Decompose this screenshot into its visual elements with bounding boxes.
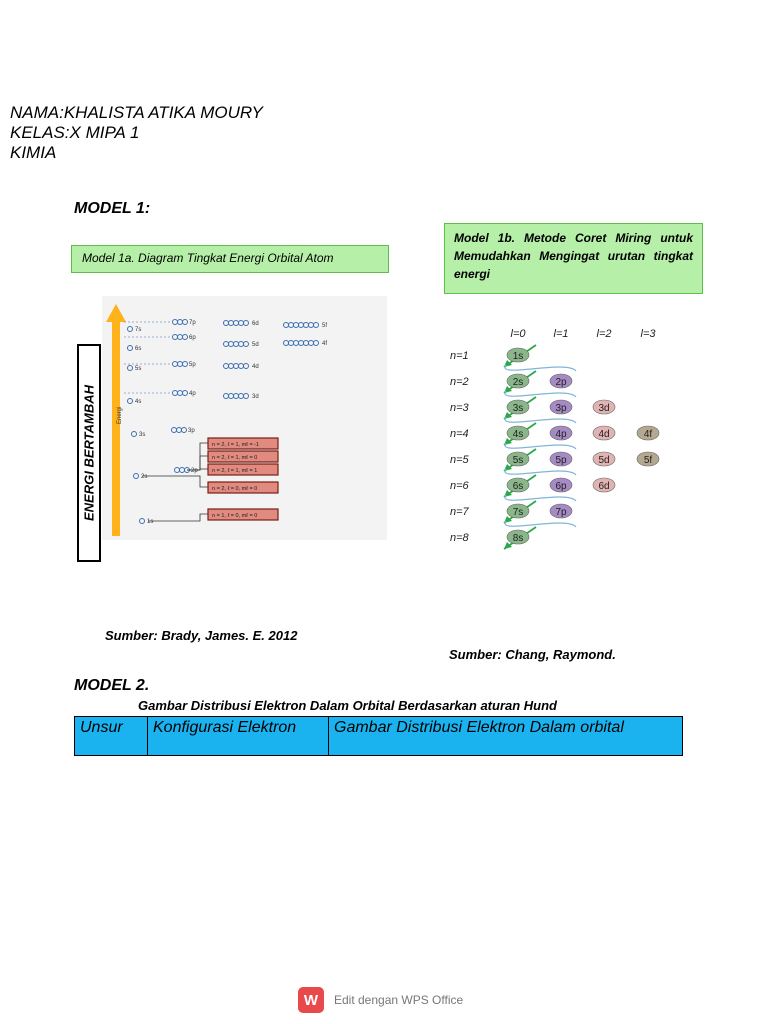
wps-edit-text: Edit dengan WPS Office	[334, 993, 464, 1007]
s-level-label: 3s	[139, 432, 146, 438]
orbital-label: 5f	[643, 455, 653, 466]
diagonal-rule-diagram	[446, 326, 706, 558]
d-level-label: 4d	[252, 364, 259, 370]
orbital-label: 8s	[512, 533, 524, 544]
p-level-label: 3p	[188, 428, 195, 434]
loop-curve	[505, 391, 576, 397]
d-level-label: 6d	[252, 321, 259, 327]
quantum-number-label: n = 1, ℓ = 0, mℓ = 0	[212, 513, 258, 519]
col-unsur: Unsur	[75, 717, 148, 756]
d-level-label: 3d	[252, 394, 259, 400]
energy-label-box	[77, 344, 101, 562]
energy-axis-label: Energi	[117, 406, 123, 424]
p-level-label: 4p	[189, 391, 196, 397]
subject: KIMIA	[10, 143, 57, 162]
energy-level-diagram	[102, 296, 387, 540]
caption-model-1b: Model 1b. Metode Coret Miring untuk Memudahkan Mengingat urutan tingkat energi	[444, 223, 703, 294]
l-header: l=3	[640, 328, 656, 340]
orbital-label: 6p	[555, 481, 567, 492]
orbital-label: 5d	[598, 455, 610, 466]
n-label: n=6	[450, 480, 469, 492]
diagonal-arrow-head	[504, 542, 512, 549]
loop-curve	[505, 417, 576, 423]
p-level-label: 5p	[189, 362, 196, 368]
p-level-label: 7p	[189, 320, 196, 326]
diagram-1a-background	[102, 296, 387, 540]
n-label: n=1	[450, 350, 469, 362]
orbital-label: 7s	[512, 507, 524, 518]
hund-table	[74, 716, 683, 756]
student-class: KELAS:X MIPA 1	[10, 123, 140, 142]
orbital-label: 2p	[555, 377, 567, 388]
n-label: n=5	[450, 454, 469, 466]
quantum-number-label: n = 2, ℓ = 1, mℓ = -1	[212, 442, 260, 448]
orbital-label: 5p	[555, 455, 567, 466]
l-header: l=2	[596, 328, 612, 340]
wps-footer[interactable]	[298, 987, 463, 1013]
orbital-label: 4p	[555, 429, 567, 440]
orbital-label: 7p	[555, 507, 567, 518]
n-label: n=4	[450, 428, 469, 440]
loop-curve	[505, 365, 576, 371]
col-konfigurasi: Konfigurasi Elektron	[148, 717, 329, 756]
quantum-number-label: n = 2, ℓ = 1, mℓ = 1	[212, 468, 258, 474]
p-level-label: 2p	[191, 468, 198, 474]
s-level-label: 7s	[135, 327, 142, 333]
d-level-label: 5d	[252, 342, 259, 348]
model1-title: MODEL 1:	[74, 200, 151, 217]
student-name: NAMA:KHALISTA ATIKA MOURY	[10, 103, 263, 122]
n-label: n=8	[450, 532, 469, 544]
orbital-label: 3d	[598, 403, 610, 414]
orbital-label: 3s	[512, 403, 524, 414]
s-level-label: 4s	[135, 399, 142, 405]
l-header: l=1	[553, 328, 569, 340]
quantum-number-label: n = 2, ℓ = 0, mℓ = 0	[212, 486, 258, 492]
table-header-row	[75, 717, 683, 756]
quantum-number-label: n = 2, ℓ = 1, mℓ = 0	[212, 455, 258, 461]
orbital-label: 4d	[598, 429, 610, 440]
model2-title: MODEL 2.	[74, 677, 150, 694]
s-level-label: 2s	[141, 474, 148, 480]
source-1b: Sumber: Chang, Raymond.	[449, 647, 616, 662]
s-level-label: 1s	[147, 519, 154, 525]
s-level-label: 6s	[135, 346, 142, 352]
loop-curve	[505, 469, 576, 475]
source-1a: Sumber: Brady, James. E. 2012	[105, 628, 298, 643]
orbital-label: 1s	[512, 351, 524, 362]
loop-curve	[505, 521, 576, 527]
orbital-label: 4f	[643, 429, 653, 440]
f-level-label: 4f	[322, 341, 328, 347]
orbital-label: 3p	[555, 403, 567, 414]
caption-model-1a: Model 1a. Diagram Tingkat Energi Orbital Atom	[71, 245, 389, 273]
col-gambar-distribusi: Gambar Distribusi Elektron Dalam orbital	[329, 717, 683, 756]
orbital-label: 2s	[512, 377, 524, 388]
energy-label: ENERGI BERTAMBAH	[81, 384, 97, 522]
n-label: n=7	[450, 506, 469, 518]
orbital-label: 5s	[512, 455, 524, 466]
f-level-label: 5f	[322, 323, 328, 329]
l-header: l=0	[510, 328, 526, 340]
p-level-label: 6p	[189, 335, 196, 341]
loop-curve	[505, 495, 576, 501]
orbital-label: 6d	[598, 481, 610, 492]
n-label: n=2	[450, 376, 469, 388]
orbital-label: 4s	[512, 429, 524, 440]
loop-curve	[505, 443, 576, 449]
wps-logo-icon: W	[298, 987, 324, 1013]
s-level-label: 5s	[135, 366, 142, 372]
orbital-label: 6s	[512, 481, 524, 492]
n-label: n=3	[450, 402, 469, 414]
model2-subtitle: Gambar Distribusi Elektron Dalam Orbital Berdasarkan aturan Hund	[138, 698, 558, 713]
